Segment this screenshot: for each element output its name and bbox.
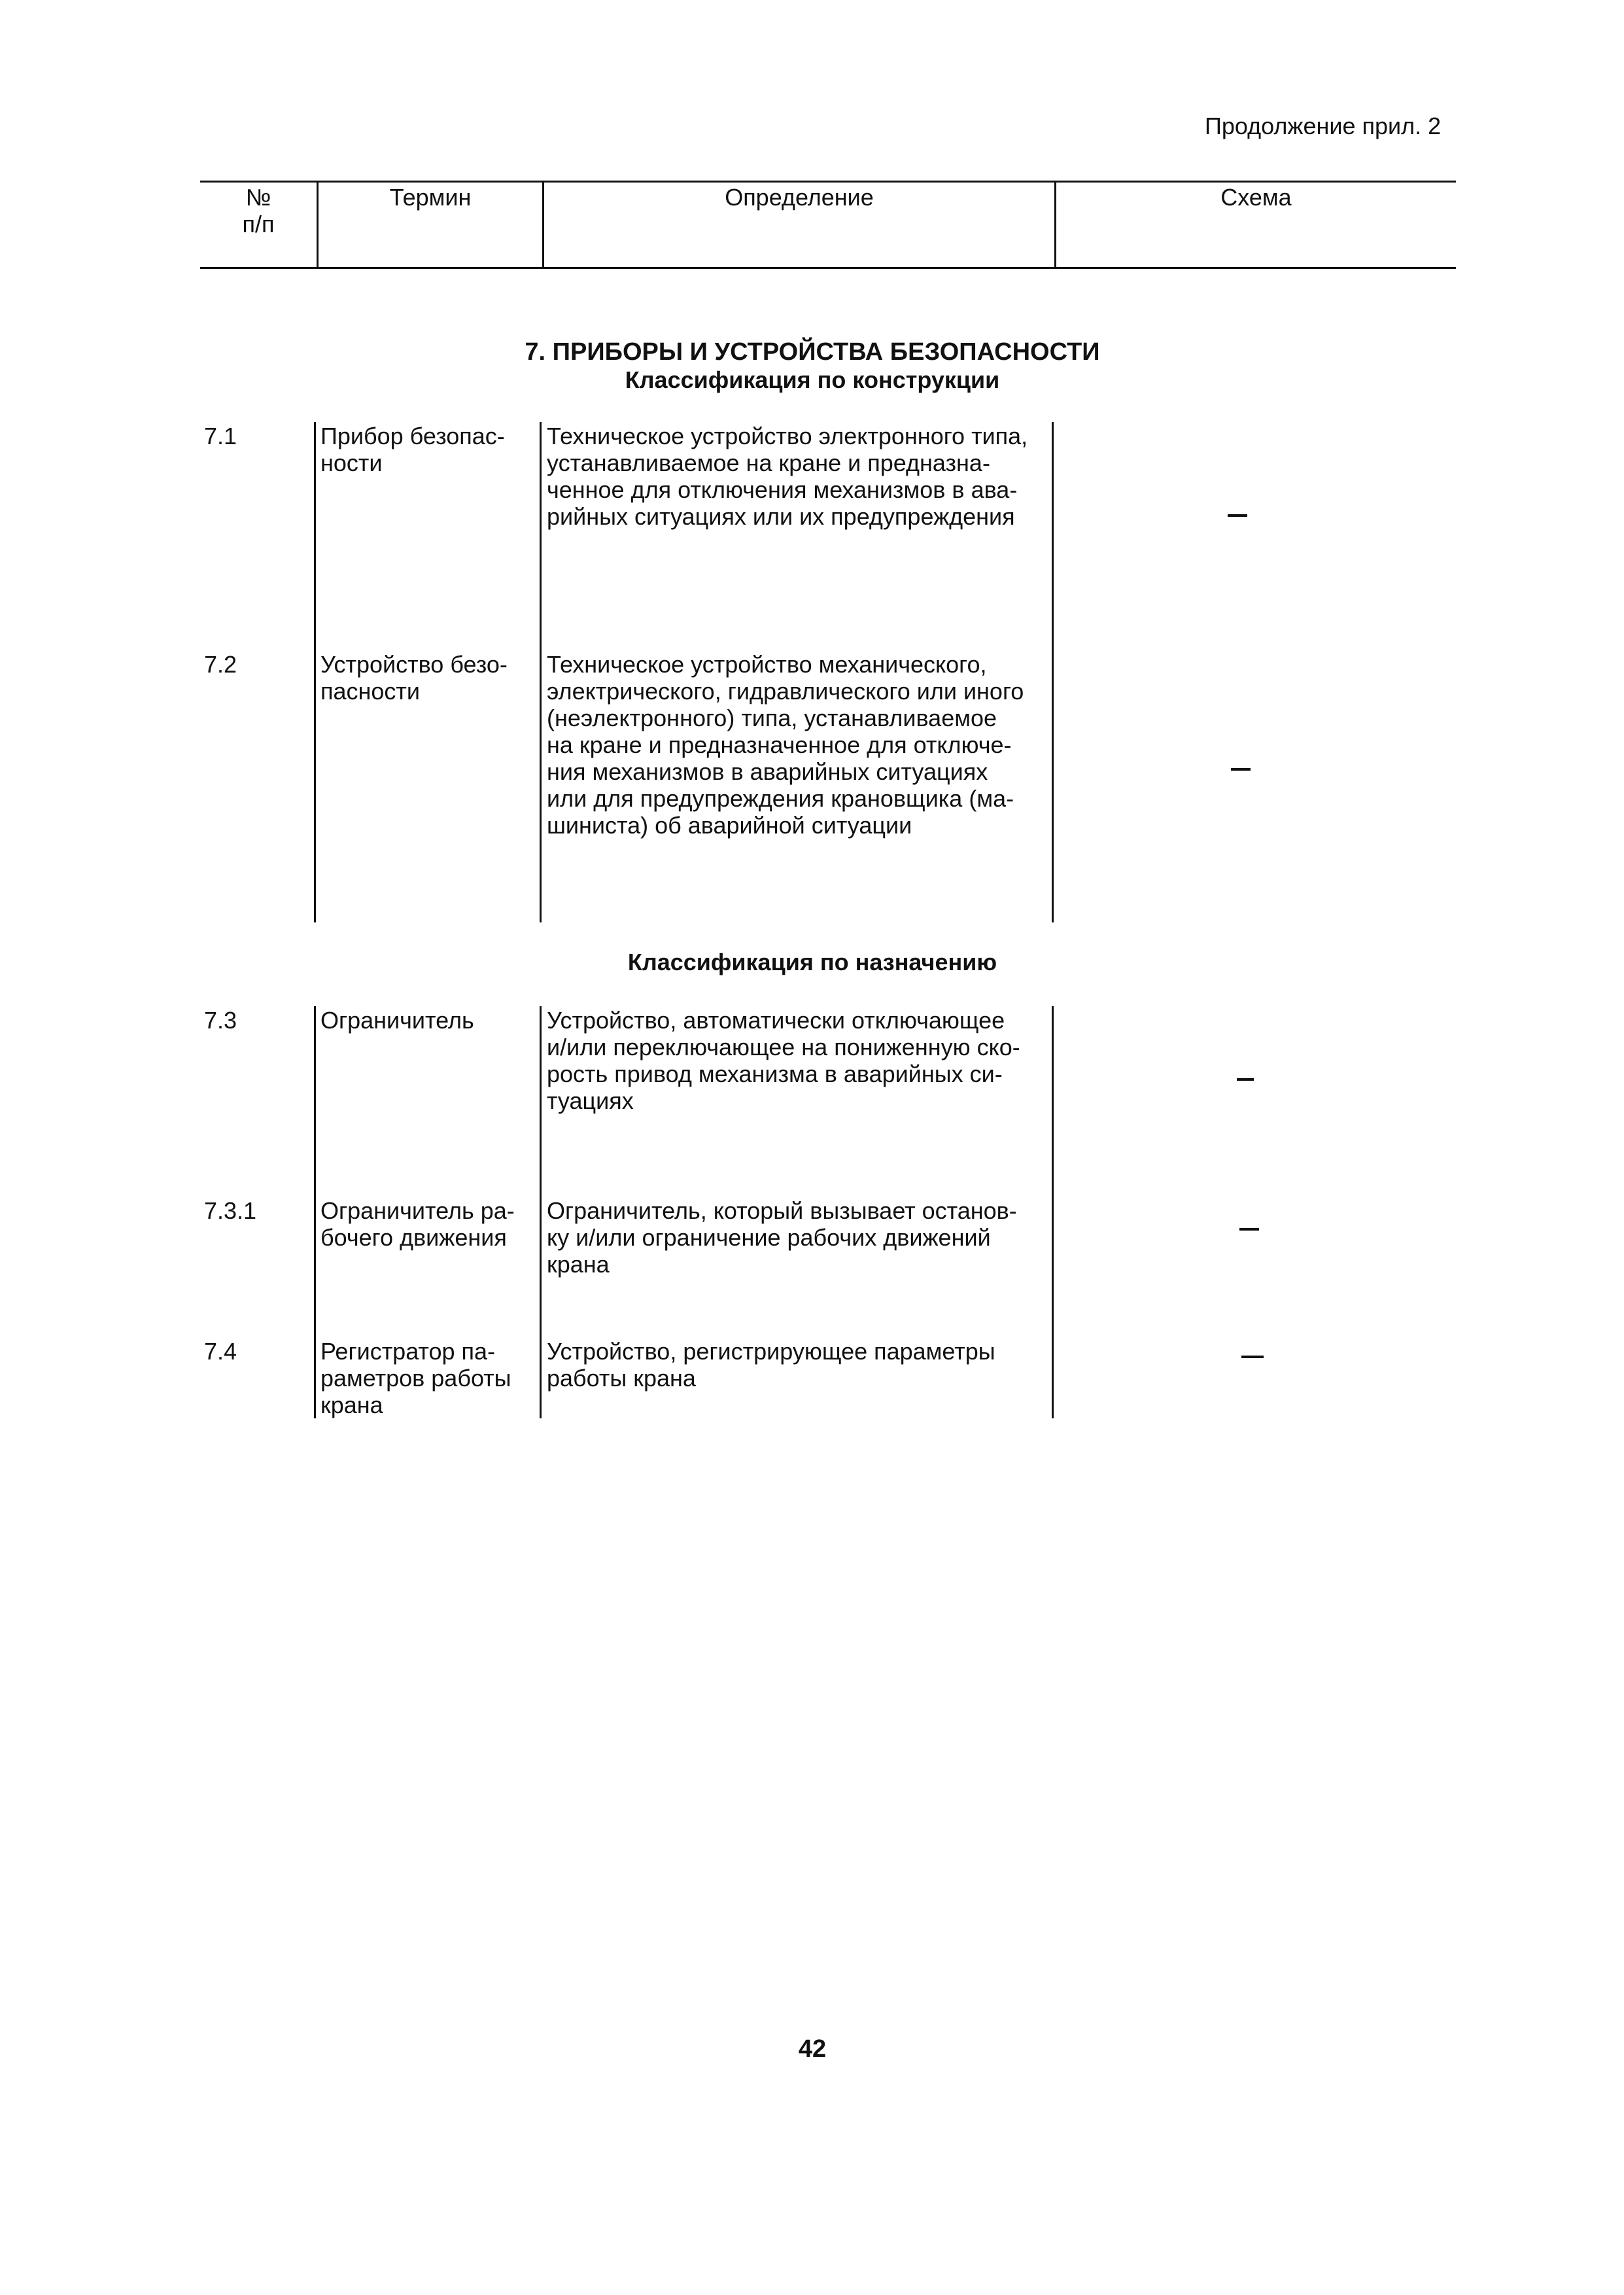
row-term: Ограничитель ра- бочего движения <box>320 1197 515 1251</box>
scheme-dash <box>1231 768 1251 771</box>
scheme-dash <box>1228 514 1247 517</box>
block1-divider-1 <box>314 422 316 922</box>
scheme-dash <box>1241 1356 1264 1358</box>
row-definition: Устройство, регистрирующее параметры работы крана <box>547 1338 995 1392</box>
subtitle-construction: Классификация по конструкции <box>625 366 1000 393</box>
row-number: 7.3 <box>204 1007 237 1034</box>
column-term: Термин <box>389 184 472 211</box>
block2-divider-2 <box>540 1006 542 1418</box>
subtitle-purpose: Классификация по назначению <box>627 949 997 975</box>
column-definition: Определение <box>725 184 874 211</box>
row-definition: Ограничитель, который вызывает останов- ку и/или ограничение рабочих движений крана <box>547 1197 1017 1278</box>
block1-divider-2 <box>540 422 542 922</box>
scheme-dash <box>1237 1078 1254 1081</box>
row-term: Регистратор па- раметров работы крана <box>320 1338 511 1418</box>
row-number: 7.1 <box>204 423 237 449</box>
header-top-rule <box>200 181 1456 183</box>
row-term: Устройство безо- пасности <box>320 651 508 705</box>
row-definition: Техническое устройство механического, электрического, гидравлического или иного (неэлектронного) типа, устанавливаемое на кране и предназначенное для отключе- ния механизмов в аварийных ситуациях или для предупреждения крановщика (ма- шиниста) об аварийной ситуации <box>547 651 1024 839</box>
block1-divider-3 <box>1052 422 1054 922</box>
row-definition: Устройство, автоматически отключающее и/или переключающее на пониженную ско- рость привод механизма в аварийных си- туациях <box>547 1007 1020 1114</box>
row-number: 7.4 <box>204 1338 237 1365</box>
column-number: № п/п <box>242 184 275 237</box>
continuation-label: Продолжение прил. 2 <box>1205 113 1442 139</box>
header-bottom-rule <box>200 267 1456 269</box>
row-number: 7.2 <box>204 651 237 678</box>
block2-divider-3 <box>1052 1006 1054 1418</box>
section-title: 7. ПРИБОРЫ И УСТРОЙСТВА БЕЗОПАСНОСТИ <box>525 338 1100 366</box>
row-definition: Техническое устройство электронного типа, устанавливаемое на кране и предназна- ченное для отключения механизмов в ава- рийных ситуациях или их предупреждения <box>547 423 1028 530</box>
row-term: Прибор безопас- ности <box>320 423 505 476</box>
block2-divider-1 <box>314 1006 316 1418</box>
row-number: 7.3.1 <box>204 1197 257 1224</box>
page-number: 42 <box>798 2035 827 2063</box>
column-scheme: Схема <box>1220 184 1292 211</box>
row-term: Ограничитель <box>320 1007 474 1034</box>
scheme-dash <box>1239 1228 1259 1231</box>
